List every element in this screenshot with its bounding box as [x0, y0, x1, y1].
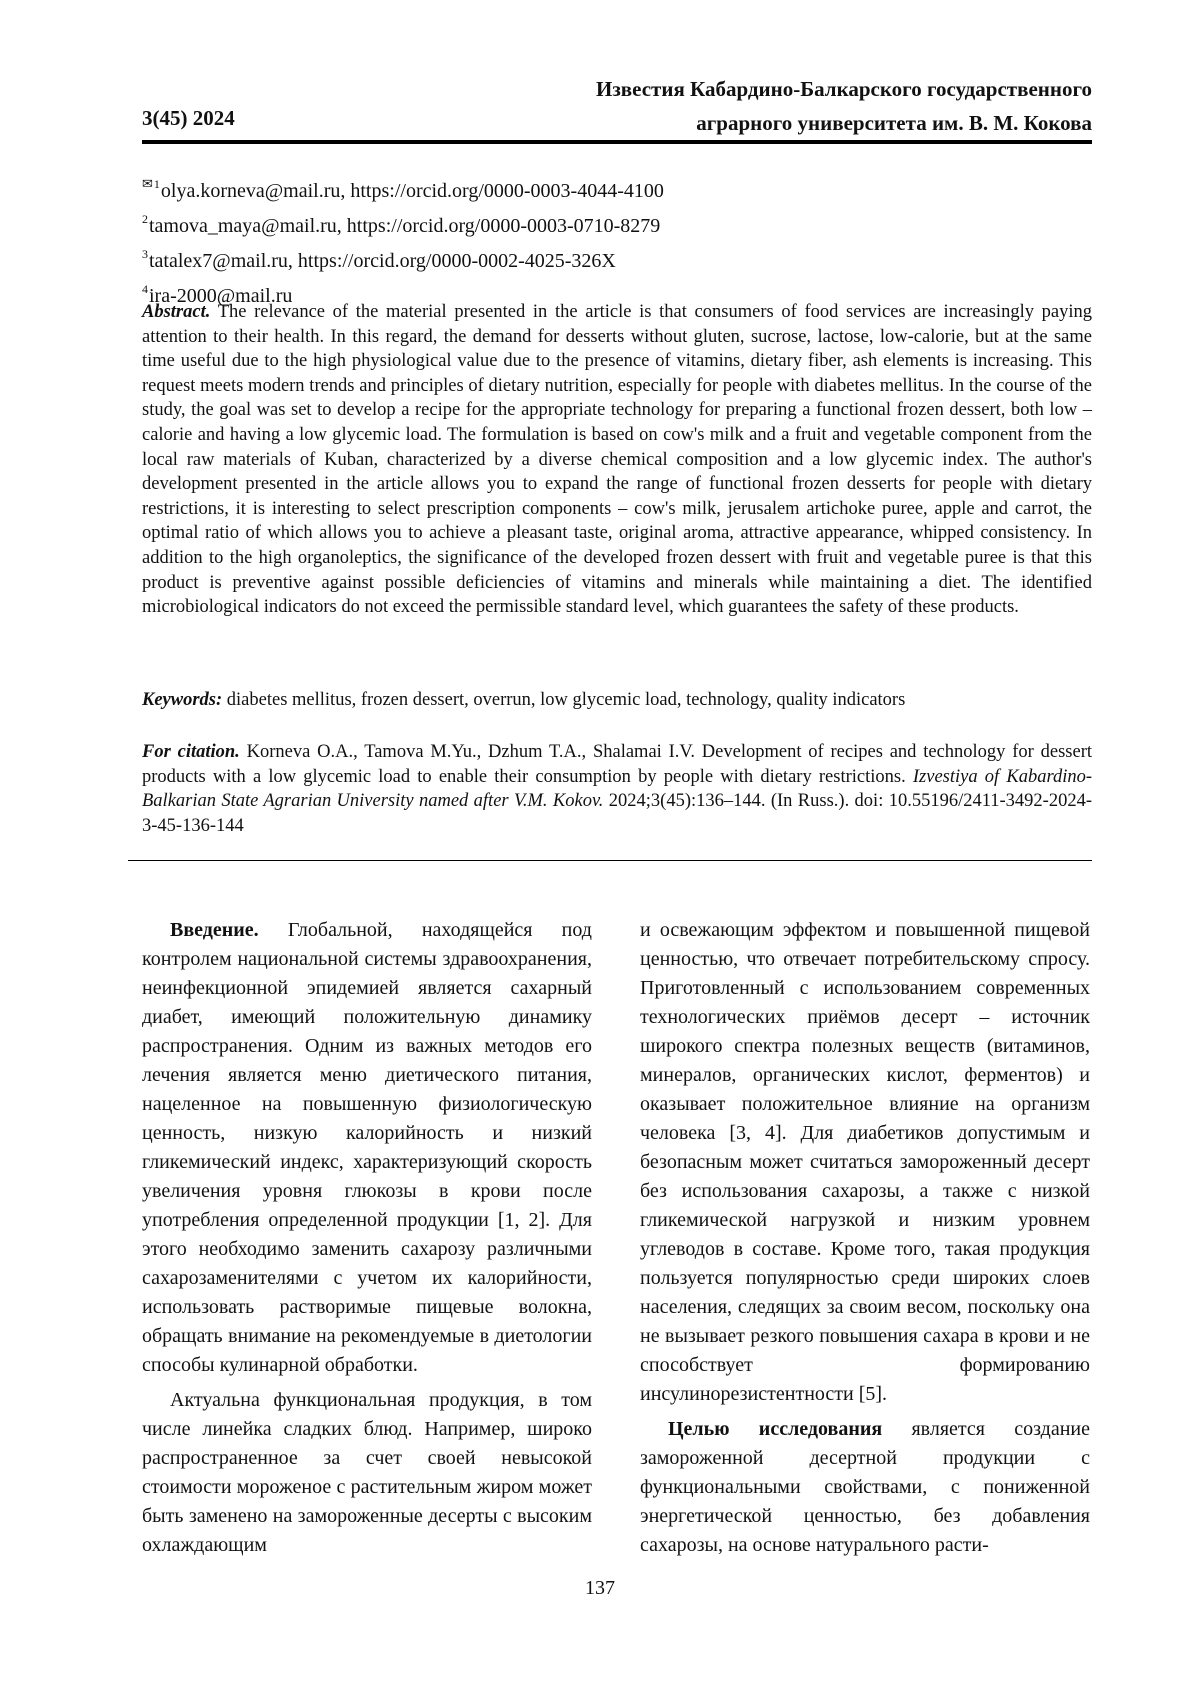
intro-heading: Введение.	[170, 919, 259, 941]
abstract-text: The relevance of the material presented in the article is that consumers of food services are increasingly paying attention to their health. In this regard, the demand for desserts without gluten, sucrose, lactose, low-calorie, but at the same time useful due to the high physiological value due to the presence of vitamins, dietary fiber, ash elements is increasing. This request meets modern trends and principles of dietary nutrition, especially for people with diabetes mellitus. In the course of the study, the goal was set to develop a recipe for the appropriate technology for preparing a functional frozen dessert, both low – calorie and having a low glycemic load. The formulation is based on cow's milk and a fruit and vegetable component from the local raw materials of Kuban, characterized by a diverse chemical composition and a low glycemic index. The author's development presented in the article allows you to expand the range of functional frozen desserts for people with dietary restrictions, it is interesting to select prescription components – cow's milk, jerusalem artichoke puree, apple and carrot, the optimal ratio of which allows you to achieve a pleasant taste, original aroma, attractive appearance, whipped consistency. In addition to the high organoleptics, the significance of the developed frozen dessert with fruit and vegetable puree is that this product is preventive against possible deficiencies of vitamins and minerals while maintaining a diet. The identified microbiological indicators do not exceed the permissible standard level, which guarantees the safety of these products.	[142, 302, 1092, 617]
author-index: 2	[142, 212, 148, 226]
running-header	[142, 66, 1092, 142]
paragraph: и освежающим эффектом и повышенной пищевой ценностью, что отвечает потребительскому спросу. Приготовленный с использованием современных технологических приёмов десерт – источник широкого спектра полезных веществ (витаминов, минералов, органических кислот, ферментов) и оказывает положительное влияние на организм человека [3, 4]. Для диабетиков допустимым и безопасным может считаться замороженный десерт без использования сахарозы, а также с низкой гликемической нагрузкой и низким уровнем углеводов в составе. Кроме того, такая продукция пользуется популярностью среди широких слоев населения, следящих за своим весом, поскольку она не вызывает резкого повышения сахара в крови и не способствует формированию инсулинорезистентности [5].	[640, 916, 1090, 1409]
body-column-right	[640, 916, 1090, 1560]
paragraph-goal	[640, 1415, 1090, 1560]
author-index: 4	[142, 282, 148, 296]
goal-text: является создание замороженной десертной продукции с функциональными свойствами, с пониженной энергетической ценностью, без добавления сахарозы, на основе натурального расти-	[640, 1418, 1090, 1556]
contact-line	[142, 240, 664, 275]
abstract-label: Abstract.	[142, 302, 210, 322]
page-number: 137	[0, 1577, 1200, 1600]
header-divider	[142, 140, 1092, 144]
contact-text: tamova_maya@mail.ru, https://orcid.org/0000-0003-0710-8279	[149, 215, 660, 237]
keywords-label: Keywords:	[142, 690, 222, 710]
goal-heading: Целью исследования	[668, 1418, 882, 1440]
contact-text: ira-2000@mail.ru	[149, 285, 292, 307]
issue-number: 3(45) 2024	[142, 106, 235, 131]
journal-title-line-2: аграрного университета им. В. М. Кокова	[596, 106, 1092, 140]
citation-doi: 2024;3(45):136–144. (In Russ.). doi: 10.55196/2411-3492-2024-3-45-136-144	[142, 791, 1092, 836]
keywords	[142, 688, 1092, 713]
contact-line	[142, 170, 664, 205]
author-index: 1	[154, 177, 160, 191]
intro-text: Глобальной, находящейся под контролем национальной системы здравоохранения, неинфекционной эпидемией является сахарный диабет, имеющий положительную динамику распространения. Одним из важных методов его лечения является меню диетического питания, нацеленное на повышенную физиологическую ценность, низкую калорийность и низкий гликемический индекс, характеризующий скорость увеличения уровня глюкозы в крови после употребления определенной продукции [1, 2]. Для этого необходимо заменить сахарозу различными сахарозаменителями с учетом их калорийности, использовать растворимые пищевые волокна, обращать внимание на рекомендуемые в диетологии способы кулинарной обработки.	[142, 919, 592, 1376]
author-index: 3	[142, 247, 148, 261]
body-column-left	[142, 916, 592, 1560]
keywords-text: diabetes mellitus, frozen dessert, overrun, low glycemic load, technology, quality indicators	[227, 690, 905, 710]
citation-journal: Izvestiya of Kabardino-Balkarian State Agrarian University named after V.M. Kokov.	[142, 767, 1092, 812]
paragraph: Актуальна функциональная продукция, в том числе линейка сладких блюд. Например, широко распространенное за счет своей невысокой стоимости мороженое с растительным жиром может быть заменено на замороженные десерты с высоким охлаждающим	[142, 1386, 592, 1560]
journal-title	[596, 72, 1092, 140]
contact-line	[142, 205, 664, 240]
contact-text: olya.korneva@mail.ru, https://orcid.org/0000-0003-4044-4100	[161, 180, 664, 202]
page	[0, 0, 1200, 1697]
citation-label: For citation.	[142, 742, 240, 762]
citation	[142, 740, 1092, 838]
paragraph-introduction	[142, 916, 592, 1380]
citation-text: Korneva O.A., Tamova M.Yu., Dzhum T.A., Shalamai I.V. Development of recipes and technology for dessert products with a low glycemic load to enable their consumption by people with dietary restrictions.	[142, 742, 1092, 787]
abstract	[142, 300, 1092, 620]
envelope-icon: ✉	[142, 170, 153, 198]
contact-text: tatalex7@mail.ru, https://orcid.org/0000-0002-4025-326X	[149, 250, 616, 272]
section-divider	[128, 860, 1092, 861]
journal-title-line-1: Известия Кабардино-Балкарского государственного	[596, 72, 1092, 106]
author-contacts	[142, 170, 664, 310]
